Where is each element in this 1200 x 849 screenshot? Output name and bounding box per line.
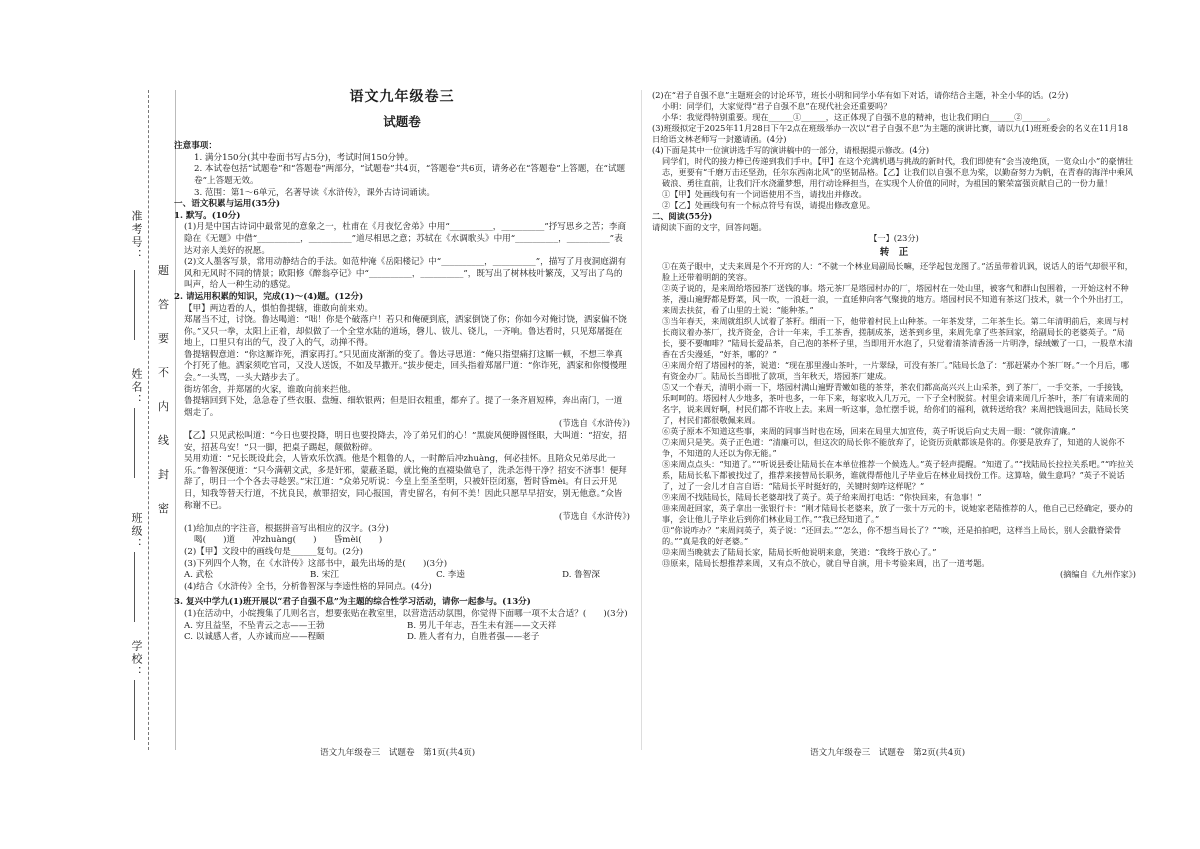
dialogue-xiaoming: 小明：同学们，大家觉得“君子自强不息”在现代社会还重要吗？ <box>662 101 892 111</box>
seal-char: 线 <box>158 434 169 447</box>
story-para: ⑦来周只是笑。英子正色道：“清廉可以，但这次的局长你不能放弃了，论资历贡献都该是你的。你要是放弃了，知道的人说你不争，不知道的人还以为你无能。” <box>662 437 1125 458</box>
question-2: 2. 请运用积累的知识，完成(1)～(4)题。(12分) <box>174 291 364 302</box>
passage-yi-para: 吴用劝道：“兄长既设此会，人皆欢乐饮酒。他是个粗鲁的人，一时醉后冲zhuàng，何必挂怀。且陪众兄弟尽此一乐。”鲁智深便道：“只今满朝文武，多是奸邪，蒙蔽圣聪，就比俺的直裰染做皂了，洗杀怎得干净？招安不济事！便拜辞了，明日一个个各去寻趁罢。”宋江道：“众弟兄听说：今皇上至圣至明，只被奸臣闭塞，暂时昏mèi。有日云开见日，知我等替天行道，不扰良民，赦罪招安，同心报国，青史留名，有何不美！因此只愿早早招安，别无他意。”众皆称谢不已。 <box>184 454 627 511</box>
passage-jia-para: 郑屠当不过，讨饶。鲁达喝道：“咄！你是个破落户！若只和俺硬到底，洒家倒饶了你；你如今对俺讨饶，洒家偏不饶你。”又只一拳，太阳上正着，却似做了一个全堂水陆的道场，磬儿、钹儿、铙儿，一齐响。鲁达看时，只见郑屠挺在地上，口里只有出的气，没了入的气，动掸不得。 <box>184 315 627 349</box>
question-3-4: (4)下面是其中一位演讲选手写的演讲稿中的一部分，请根据提示修改。(4分) <box>652 145 930 155</box>
question-3-1-options <box>174 621 630 644</box>
seal-char: 封 <box>158 468 169 481</box>
dialogue-xiaohua[interactable]: 小华：我觉得特别重要。现在______①______，这正体现了自强不息的精神，也让我们明白______②______。 <box>662 112 1056 122</box>
option-d[interactable]: D. 胜人者有力，自胜者强——老子 <box>407 632 540 643</box>
section-heading: 二、阅读(55分) <box>652 211 713 221</box>
exam-title: 语文九年级卷三 <box>349 89 455 105</box>
story-title: 转 正 <box>879 247 909 258</box>
story-para: ⑧来周点点头：“知道了。”“听说县委让陆局长在本单位推荐一个候选人。”英子轻声提醒。“知道了。”“找陆局长拉拉关系吧。”“咋拉关系，陆局长私下都被找过了，推荐来接替局长职务，谁就得帮他儿子毕业后在林业局找份工作。这算啥，做生意吗？”英子不说话了，过了一会儿才自言自语：“陆局长平时挺好的，关键时刻咋这样呢？” <box>662 459 1134 491</box>
question-2-3-options <box>174 570 630 582</box>
passage-jia-para: 鲁提辖假意道：“你这厮诈死，洒家再打。”只见面皮渐渐的变了。鲁达寻思道：“俺只指望痛打这厮一顿，不想三拳真个打死了他。洒家须吃官司，又没人送饭，不如及早撒开。”拔步便走，回头指着郑屠尸道：“你诈死，洒家和你慢慢理会。”一头骂，一头大踏步去了。 <box>184 349 627 384</box>
story-para: ⑤又一个春天，清明小雨一下，塔园村满山遍野青嫩如毯的茶芽，茶农们都高高兴兴上山采茶，到了茶厂，一手交茶，一手接钱，乐呵呵的。塔园村人少地多，茶叶也多，一年下来，每家收入几万元，一下子全村脱贫。村里会请来周几斤茶叶，茶厂有请来周的名字，说来周好啊，村民们都不许收上去。来周一听这事，急忙摆手说，给你们的福利，就转送给我？来周把钱退回去，陆局长笑了，村民们都很敬佩来周。 <box>662 382 1129 425</box>
story-para: ⑬原来，陆局长想推荐来周，又有点不放心，就自导自演，用卡考验来周，出了一道考题。 <box>662 558 990 568</box>
notes-heading: 注意事项： <box>174 141 217 152</box>
question-1: 1. 默写。(10分) <box>174 210 241 221</box>
story-para: ⑫来周当晚就去了陆局长家，陆局长听他说明来意，笑道：“我终于放心了。” <box>662 547 937 557</box>
option-b[interactable]: B. 宋江 <box>309 570 339 581</box>
question-2-1-blanks[interactable]: 喝( )道 冲zhuàng( ) 昏mèi( ) <box>194 535 383 546</box>
page-1 <box>174 86 630 644</box>
story-para: ⑥英子原本不知道这些事，来周的同事当时也在场，回来在局里大加宣传，英子听说后向丈夫周一眼：“就你清廉。” <box>662 426 1076 436</box>
fix-question-1: ①【甲】处画线句有一个词语使用不当，请找出并修改。 <box>662 189 867 199</box>
question-3-2: (2)在“君子自强不息”主题班会的讨论环节，班长小明和同学小华有如下对话，请你结合主题，补全小华的话。(2分) <box>652 90 1069 100</box>
seal-char: 密 <box>158 502 169 515</box>
seal-char: 答 <box>158 298 169 311</box>
note-item: 2. 本试卷包括“试题卷”和“答题卷”两部分，“试题卷”共4页，“答题卷”共6页，请务必在“答题卷”上答题，在“试题卷”上答题无效。 <box>194 164 626 186</box>
seal-char: 不 <box>158 366 169 379</box>
fix-question-2: ②【乙】处画线句有一个标点符号有误，请提出修改意见。 <box>662 200 875 210</box>
school-label: 学校： <box>130 640 143 679</box>
story-para: ⑨来周不找陆局长，陆局长老婆却找了英子。英子给来周打电话：“你快回来，有急事！” <box>662 492 982 502</box>
story-para: ②英子说的，是来周给塔园茶厂送钱的事。塔元茶厂是塔园村办的厂，塔园村在一处山里，被客气和群山包围着，一开始这村不种茶，漫山遍野都是野菜，风一吹，一浪赶一浪，一直延伸向客气聚拢的地方。塔园村民不知道有茶这门技术，就一个个外出打工，来周去扶贫，看了山里的土说：“能种茶。” <box>662 283 1129 315</box>
passage-jia-para: 鲁提辖回到下处，急急卷了些衣服、盘缠、细软银两；但是旧衣粗重，都弃了。提了一条齐眉短棒，奔出南门，一道烟走了。 <box>184 396 623 418</box>
seal-char: 内 <box>158 400 169 413</box>
question-2-1: (1)给加点的字注音，根据拼音写出相应的汉字。(3分) <box>184 523 389 534</box>
speech-text: 同学们，时代的接力棒已传递到我们手中。【甲】在这个充满机遇与挑战的新时代，我们即使有“会当凌绝顶，一览众山小”的豪情壮志，更要有“千磨万击还坚劲，任尔东西南北风”的坚韧品格。【乙】让我们以自强不息为桨，以勤奋努力为帆，在青春的海洋中乘风破浪、勇往直前，让我们汗水浇灌梦想，用行动诠释担当，在实现个人价值的同时，为祖国的繁荣富强贡献自己的一份力量！ <box>662 156 1133 188</box>
option-c[interactable]: C. 以诚感人者，人亦诚而应——程颐 <box>184 632 325 643</box>
note-item: 1. 满分150分(其中卷面书写占5分)，考试时间150分钟。 <box>194 152 414 163</box>
option-a[interactable]: A. 穷且益坚，不坠青云之志——王勃 <box>184 620 325 631</box>
passage-jia-para: 【甲】两边看的人，惧怕鲁提辖，谁敢向前来劝。 <box>184 303 374 314</box>
section-heading: 一、语文积累与运用(35分) <box>174 199 281 210</box>
question-1-2: (2)文人墨客写景，常用动静结合的手法。如范仲淹《岳阳楼记》中“__________，__________”，描写了月夜洞庭湖有风和无风时不同的情景；欧阳修《醉翁亭记》中“__________，__________”，既写出了树林枝叶繁茂，又写出了鸟的叫声，给人一种生动的感觉。 <box>184 257 627 291</box>
question-2-2: (2)【甲】文段中的画线句是______复句。(2分) <box>184 546 364 557</box>
story-para: ③当年春天，来周就组织人试着了茶籽。细雨一下，他带着村民上山种茶。一年茶发芽，二年茶生长。第二年清明前后，来周与村长商议着办茶厂，找齐资金，合计一年来，手工茶香，搓制成茶，送茶到乡里，来周先拿了些茶回家，给副局长的老婆英子。“局长，要不要咖啡？”陆局长爱品茶，自己泡的茶杯子里，当即用开水泡了，只觉着清茶清香汤一片明净，绿绒嫩了一口，一股草木清香在舌尖漫延，“好茶，哪的？” <box>662 316 1133 359</box>
question-1-1: (1)月是中国古诗词中最常见的意象之一，杜甫在《月夜忆舍弟》中用“__________，__________”抒写思乡之苦；李商隐在《无题》中借“__________，__________”道尽相思之意；苏轼在《水调歌头》中用“__________，__________”表达对亲人美好的祝愿。 <box>184 222 627 256</box>
exam-number-label: 准考号： <box>130 210 143 262</box>
name-label: 姓名： <box>130 368 143 407</box>
exam-subtitle: 试题卷 <box>383 113 421 129</box>
page-2 <box>652 90 1136 580</box>
seal-char: 题 <box>158 264 169 277</box>
passage-jia-para: 街坊邻舍，并郑屠的火家，谁敢向前来拦他。 <box>184 384 356 395</box>
exam-number-blank[interactable] <box>134 270 135 340</box>
option-a[interactable]: A. 武松 <box>184 570 213 581</box>
story-para: ⑪“你说咋办？”来周问英子，英子说：“还回去。”“怎么，你不想当局长了？”“唉，还是拍拍吧，这样当上局长，别人会戳脊梁骨的。”“真是我的好老婆。” <box>662 525 1122 546</box>
story-para: ①在英子眼中，丈夫来周是个不开窍的人：“不就一个林业局副局长嘛，还学起包龙图了。”活虽带着讥讽，说话人的语气却很平和，脸上还带着明朗的笑容。 <box>662 261 1133 282</box>
page-divider <box>641 90 642 750</box>
question-3: 3. 复兴中学九(1)班开展以“君子自强不息”为主题的综合性学习活动，请你一起参与。(13分) <box>174 597 531 608</box>
question-3-3: (3)班级拟定于2025年11月28日下午2点在班级举办一次以“君子自强不息”为主题的演讲比赛，请以九(1)班班委会的名义在11月18日给语文林老师写一封邀请函。(4分) <box>652 123 1128 144</box>
story-para: ⑩来周赶回家，英子拿出一张银行卡：“刚才陆局长老婆来，放了一张十万元的卡，说她家老陆推荐的人，他自己已经确定，要办的事，会让他儿子毕业后到你们林业局工作。”“我已经知道了。” <box>662 503 1133 524</box>
dashed-seal-line-outer <box>148 90 149 750</box>
note-item: 3. 范围：第1～6单元，名著导读《水浒传》，课外古诗词诵读。 <box>194 187 436 198</box>
class-blank[interactable] <box>134 552 135 622</box>
question-2-4: (4)结合《水浒传》全书，分析鲁智深与李逵性格的异同点。(4分) <box>184 581 432 592</box>
class-label: 班级： <box>130 512 143 551</box>
passage-jia-source: (节选自《水浒传》) <box>558 419 630 430</box>
reading-intro: 请阅读下面的文字，回答问题。 <box>652 222 767 232</box>
name-blank[interactable] <box>134 408 135 478</box>
story-para: ④来周介绍了塔园村的茶，说道：“现在那里漫山茶叶，一片翠绿，可没有茶厂。”陆局长急了：“那赶紧办个茶厂呀。”一个月后，哪有资金办厂。陆局长当即批了款项，当年秋天，塔园茶厂建成。 <box>662 360 1130 381</box>
story-source: (摘编自《九州作家》) <box>1060 569 1136 579</box>
passage-yi-para: 【乙】只见武松叫道：“今日也要投降，明日也要投降去，冷了弟兄们的心！”黑旋风便睁圆怪眼，大叫道：“招安，招安，招甚鸟安！”只一脚，把桌子踢起，颠做粉碎。 <box>184 431 627 453</box>
school-blank[interactable] <box>134 680 135 740</box>
page-2-footer: 语文九年级卷三 试题卷 第2页(共4页) <box>810 748 966 758</box>
option-b[interactable]: B. 男儿千年志，吾生未有涯——文天祥 <box>407 620 557 631</box>
question-3-1: (1)在活动中，小皖搜集了几则名言，想要张贴在教室里，以营造活动氛围，你觉得下面哪一项不太合适？( )(3分) <box>184 608 628 619</box>
question-2-3: (3)下列四个人物，在《水浒传》这部书中，最先出场的是( )(3分) <box>184 558 448 569</box>
binding-margin <box>0 0 170 849</box>
option-c[interactable]: C. 李逵 <box>436 570 465 581</box>
option-d[interactable]: D. 鲁智深 <box>562 570 600 581</box>
passage-yi-source: (节选自《水浒传》) <box>558 512 630 523</box>
page-1-footer: 语文九年级卷三 试题卷 第1页(共4页) <box>320 748 476 758</box>
seal-char: 要 <box>158 332 169 345</box>
part-heading: 【一】(23分) <box>869 233 919 243</box>
